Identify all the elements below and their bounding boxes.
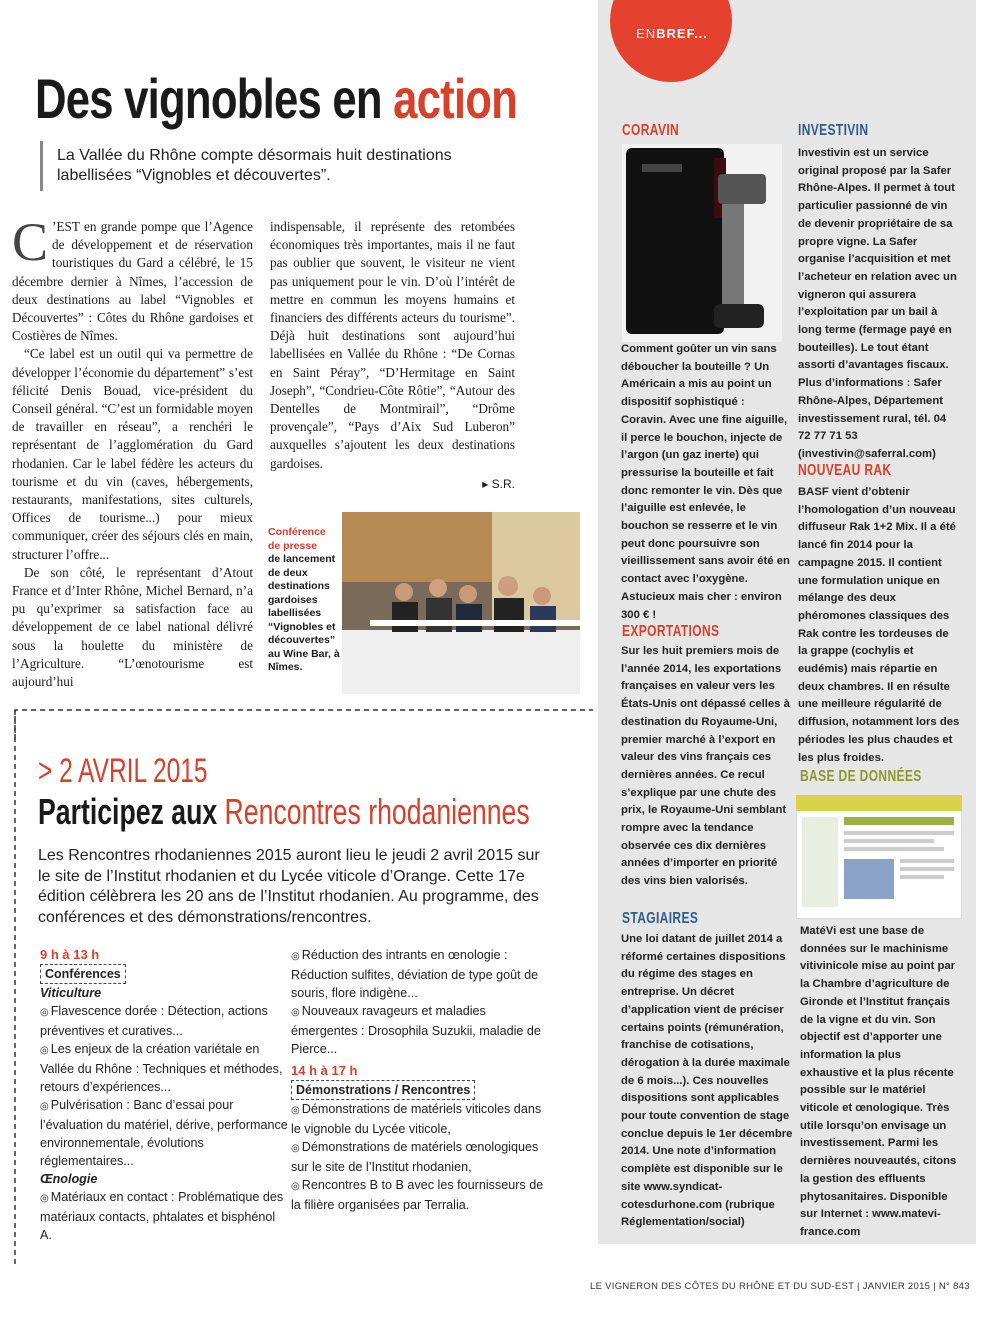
section-heading: Œnologie (40, 1172, 98, 1186)
paragraph: De son côté, le représentant d’Atout France et d’Inter Rhône, Michel Bernard, n’a pu qu’exprimer sa satisfaction face au développement de ce label national délivré sous la houlette du ministère de l’Agriculture. “L’œnotourisme est aujourd’hui (12, 564, 253, 690)
subtitle-rule (40, 141, 43, 191)
brief-heading-exportations: EXPORTATIONS (622, 623, 720, 640)
program-item: ◎ Démonstrations de matériels œnologiques sur le site de l’Institut rhodanien, (291, 1138, 553, 1176)
program-item: ◎ Les enjeux de la création variétale en Vallée du Rhône : Techniques et méthodes, retours d’expériences... (40, 1040, 288, 1096)
brief-text-coravin: Comment goûter un vin sans déboucher la bouteille ? Un Américain a mis au point un dispositif sophistiqué : Coravin. Avec une fine aiguille, il perce le bouchon, injecte de l’argon (un gaz inerte) qui pressurise la bouteille et fait donc remonter le vin. Dès que l’aiguille est enlevée, le bouchon se resserre et le vin peut donc poursuivre son vieillissement sans avoir été en contact avec l’oxygène. Astucieux mais cher : environ 300 € ! (621, 343, 790, 621)
program-left (40, 946, 288, 1244)
coravin-device-image (622, 144, 782, 342)
photo-caption: Conférence de presse de lancement de deux destinations gardoises labellisées “Vignobles et découvertes” au Wine Bar, à Nîmes. (268, 526, 340, 673)
program-item: ◎ Nouveaux ravageurs et maladies émergentes : Drosophila Suzukii, maladie de Pierce... (291, 1002, 553, 1058)
brief-text-investivin: Investivin est un service original proposé par la Safer Rhône-Alpes. Il permet à tout particulier passionné de vin de devenir propriétaire de sa propre vigne. La Safer organise l’acquisition et met l’acheteur en relation avec un vigneron qui assurera l’exploitation par un bail à long terme (fermage payé en bouteilles). Le tout étant assorti d’avantages fiscaux. Plus d’informations : Safer Rhône-Alpes, Département investissement rural, tél. 04 72 77 71 53 (investivin@saferral.com) (798, 147, 957, 460)
brief-text-exportations: Sur les huit premiers mois de l’année 2014, les exportations françaises en valeur vers les États-Unis ont dépassé celles à destination du Royaume-Uni, premier marché à l’export en valeur des vins français ces dernières années. Ce recul s’explique par une chute des prix, le Royaume-Uni semblant rompre avec la tendance observée ces dix dernières années d’importer en priorité des vins bien valorisés. (621, 645, 790, 888)
brief-heading-base-de-donnees: BASE DE DONNÉES (800, 768, 922, 785)
program-item: ◎ Rencontres B to B avec les fournisseurs de la filière organisées par Terralia. (291, 1176, 553, 1214)
paragraph: “Ce label est un outil qui va permettre de développer l’économie du département” s’est félicité Denis Bouad, vice-président du Conseil général. “C’est un formidable moyen de travailler en réseau”, a renchéri le représentant de l’agglomération du Gard rhodanien. Car le label fédère les acteurs du tourisme et du vin (caves, hébergements, restaurants, manifestations, sites culturels, Offices de tourisme...) pour mieux communiquer, créer des séjours clés en main, structurer l’offre... (12, 346, 253, 562)
event-title: Participez aux Rencontres rhodaniennes (38, 791, 530, 832)
event-date: > 2 AVRIL 2015 (38, 752, 208, 790)
program-right (291, 946, 553, 1214)
brief-heading-investivin: INVESTIVIN (798, 122, 869, 139)
brief-text-stagiaires: Une loi datant de juillet 2014 a réformé certaines dispositions du régime des stages en entreprise. Un décret d’application vient de préciser certains points (rémunération, franchise de cotisations, dérogation à la durée maximale de 6 mois...). Ces nouvelles dispositions sont applicables pour toute convention de stage conclue depuis le 1er décembre 2014. Une note d’information complète est disponible sur le site www.syndicat-cotesdurhone.com (rubrique Réglementation/social) (621, 933, 793, 1229)
matevi-website-screenshot (796, 795, 962, 919)
slot-time: 14 h à 17 h (291, 1063, 358, 1078)
paragraph: indispensable, il représente des retombées économiques très importantes, mais il ne faut pas oublier que souvent, le visiteur ne vient pas uniquement pour le vin. D’où l’intérêt de mettre en commun les moyens humains et financiers des différents acteurs du tourisme”. Déjà huit destinations sont aujourd’hui labellisées en Vallée du Rhône : “De Cornas en Saint Péray”, “D’Hermitage en Saint Joseph”, “Condrieu-Côte Rôtie”, “Autour des Dentelles de Montmirail”, “Drôme provençale”, “Pays d’Aix Sud Luberon” auxquelles s’ajoutent les deux destinations gardoises. (270, 219, 515, 471)
article-title: Des vignobles en action (35, 67, 518, 130)
slot-label: Conférences (40, 964, 126, 984)
program-item: ◎ Flavescence dorée : Détection, actions préventives et curatives... (40, 1002, 288, 1040)
brief-text-nouveau-rak: BASF vient d’obtenir l’homologation d’un nouveau diffuseur Rak 1+2 Mix. Il a été lancé fin 2014 pour la campagne 2015. Il contient une formulation unique en mélange des deux phéromones classiques des Rak contre les tordeuses de la grappe (cochylis et eudémis) mais répartie en deux chambres. Il en résulte une meilleure régularité de diffusion, notamment lors des périodes les plus chaudes et les plus froides. (798, 486, 960, 764)
brief-heading-stagiaires: STAGIAIRES (622, 910, 699, 927)
author-signature: ▸ S.R. (482, 476, 515, 491)
brief-text-base-de-donnees: MatéVi est une base de données sur le machinisme vitivinicole mise au point par la Chambre d’agriculture de Gironde et l’Institut français de la vigne et du vin. Son objectif est d’apporter une information la plus exhaustive et la plus récente possible sur le matériel viticole et œnologique. Très utile lorsqu’on envisage un investissement. Parmi les dernières nouveautés, citons la gestion des effluents phytosanitaires. Disponible sur Internet : www.matevi-france.com (800, 925, 957, 1238)
brief-heading-nouveau-rak: NOUVEAU RAK (798, 462, 892, 479)
event-intro: Les Rencontres rhodaniennes 2015 auront lieu le jeudi 2 avril 2015 sur le site de l’Institut rhodanien et du Lycée viticole d’Orange. Cette 17e édition célèbrera les 20 ans de l’Institut rhodanien. Au programme, des conférences et des démonstrations/rencontres. (38, 847, 540, 926)
brief-heading-coravin: CORAVIN (622, 122, 680, 139)
section-heading: Viticulture (40, 986, 102, 1000)
program-item: ◎ Réduction des intrants en œnologie : Réduction sulfites, déviation de type goût de souris, flore indigène... (291, 946, 553, 1002)
article-column-1 (12, 212, 253, 691)
article-subtitle: La Vallée du Rhône compte désormais huit destinations labellisées “Vignobles et découvertes”. (57, 147, 452, 184)
article-column-2 (270, 218, 515, 493)
program-item: ◎ Démonstrations de matériels viticoles dans le vignoble du Lycée viticole, (291, 1100, 553, 1138)
drop-cap: C (12, 212, 49, 272)
program-item: ◎ Matériaux en contact : Problématique des matériaux contacts, phtalates et bisphénol A. (40, 1188, 288, 1244)
page-margin (976, 0, 1000, 1244)
slot-time: 9 h à 13 h (40, 947, 100, 962)
en-bref-label: ENBREF... (636, 26, 708, 41)
press-conference-photo (342, 512, 580, 694)
paragraph: ’EST en grande pompe que l’Agence de développement et de réservation touristiques du Gard a célébré, le 15 décembre dernier à Nîmes, l’accession de deux destinations au label “Vignobles et Découvertes” : Côtes du Rhône gardoises et Costières de Nîmes. (12, 219, 253, 344)
slot-label: Démonstrations / Rencontres (291, 1080, 475, 1100)
page-footer: LE VIGNERON DES CÔTES DU RHÔNE ET DU SUD-EST | JANVIER 2015 | N° 843 (590, 1281, 970, 1292)
program-item: ◎ Pulvérisation : Banc d’essai pour l’évaluation du matériel, dérive, performance environnementale, évolutions réglementaires... (40, 1096, 288, 1170)
